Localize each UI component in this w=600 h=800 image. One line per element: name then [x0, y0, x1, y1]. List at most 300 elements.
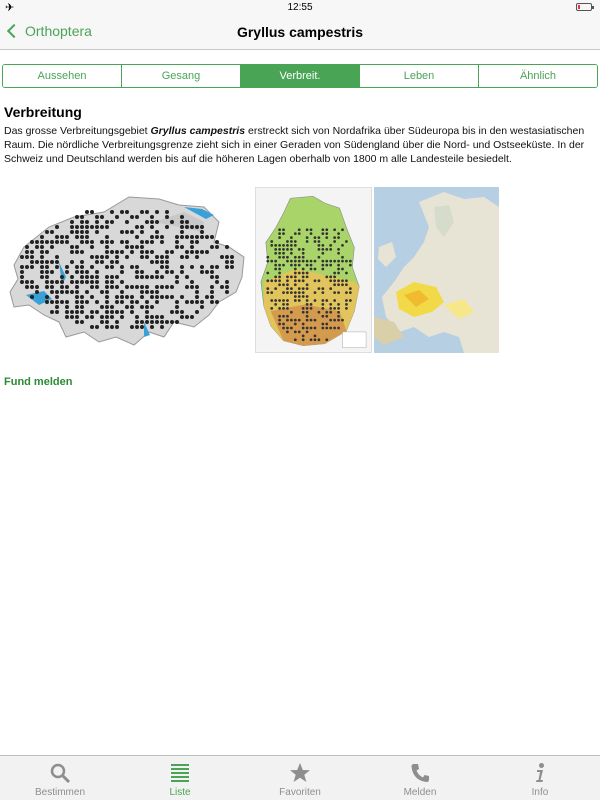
occurrence-dot	[306, 327, 309, 330]
occurrence-dot	[175, 275, 179, 279]
species-name: Gryllus campestris	[150, 125, 246, 137]
occurrence-dot	[310, 260, 313, 263]
occurrence-dot	[325, 232, 328, 235]
tab-liste[interactable]	[120, 756, 240, 800]
occurrence-dot	[150, 275, 154, 279]
occurrence-dot	[170, 220, 174, 224]
occurrence-dot	[337, 315, 340, 318]
occurrence-dot	[45, 240, 49, 244]
occurrence-dot	[140, 285, 144, 289]
occurrence-dot	[20, 255, 24, 259]
occurrence-dot	[150, 235, 154, 239]
occurrence-dot	[105, 295, 109, 299]
occurrence-dot	[310, 303, 313, 306]
occurrence-dot	[195, 310, 199, 314]
occurrence-dot	[100, 290, 104, 294]
occurrence-dot	[302, 287, 305, 290]
occurrence-dot	[306, 319, 309, 322]
occurrence-dot	[155, 220, 159, 224]
occurrence-dot	[337, 327, 340, 330]
occurrence-dot	[329, 244, 332, 247]
occurrence-dot	[30, 250, 34, 254]
occurrence-dot	[125, 255, 129, 259]
occurrence-dot	[298, 272, 301, 275]
status-bar	[0, 0, 600, 16]
status-time: 12:55	[287, 2, 313, 13]
occurrence-dot	[140, 230, 144, 234]
occurrence-dot	[274, 299, 277, 302]
occurrence-dot	[155, 270, 159, 274]
occurrence-dot	[25, 285, 29, 289]
occurrence-dot	[294, 338, 297, 341]
occurrence-dot	[45, 275, 49, 279]
occurrence-dot	[298, 295, 301, 298]
occurrence-dot	[302, 327, 305, 330]
occurrence-dot	[290, 240, 293, 243]
occurrence-dot	[90, 280, 94, 284]
occurrence-dot	[329, 279, 332, 282]
occurrence-dot	[333, 240, 336, 243]
occurrence-dot	[65, 300, 69, 304]
fund-melden-link[interactable]: Fund melden	[4, 376, 73, 388]
occurrence-dot	[290, 236, 293, 239]
occurrence-dot	[160, 315, 164, 319]
occurrence-dot	[85, 315, 89, 319]
occurrence-dot	[349, 299, 352, 302]
occurrence-dot	[185, 285, 189, 289]
occurrence-dot	[170, 310, 174, 314]
tab-bestimmen[interactable]	[0, 756, 120, 800]
occurrence-dot	[210, 285, 214, 289]
occurrence-dot	[294, 276, 297, 279]
occurrence-dot	[298, 287, 301, 290]
occurrence-dot	[329, 287, 332, 290]
occurrence-dot	[30, 240, 34, 244]
occurrence-dot	[306, 331, 309, 334]
occurrence-dot	[65, 235, 69, 239]
occurrence-dot	[270, 291, 273, 294]
occurrence-dot	[349, 287, 352, 290]
occurrence-dot	[230, 265, 234, 269]
occurrence-dot	[65, 285, 69, 289]
occurrence-dot	[345, 303, 348, 306]
occurrence-dot	[75, 320, 79, 324]
occurrence-dot	[165, 285, 169, 289]
occurrence-dot	[185, 235, 189, 239]
occurrence-dot	[306, 276, 309, 279]
occurrence-dot	[190, 265, 194, 269]
occurrence-dot	[266, 279, 269, 282]
tab-label: Bestimmen	[34, 787, 85, 798]
occurrence-dot	[318, 279, 321, 282]
occurrence-dot	[190, 315, 194, 319]
occurrence-dot	[150, 240, 154, 244]
occurrence-dot	[100, 320, 104, 324]
occurrence-dot	[306, 272, 309, 275]
occurrence-dot	[180, 295, 184, 299]
occurrence-dot	[278, 236, 281, 239]
occurrence-dot	[90, 275, 94, 279]
occurrence-dot	[105, 305, 109, 309]
occurrence-dot	[195, 235, 199, 239]
back-label: Orthoptera	[25, 23, 92, 39]
occurrence-dot	[302, 248, 305, 251]
occurrence-dot	[150, 320, 154, 324]
occurrence-dot	[333, 291, 336, 294]
occurrence-dot	[40, 265, 44, 269]
occurrence-dot	[120, 310, 124, 314]
occurrence-dot	[150, 250, 154, 254]
occurrence-dot	[274, 303, 277, 306]
occurrence-dot	[266, 260, 269, 263]
occurrence-dot	[145, 290, 149, 294]
occurrence-dot	[40, 250, 44, 254]
occurrence-dot	[80, 230, 84, 234]
occurrence-dot	[310, 327, 313, 330]
occurrence-dot	[333, 272, 336, 275]
tab-melden[interactable]	[360, 756, 480, 800]
occurrence-dot	[155, 255, 159, 259]
occurrence-dot	[90, 325, 94, 329]
phone-icon	[409, 762, 431, 784]
occurrence-dot	[302, 291, 305, 294]
occurrence-dot	[110, 285, 114, 289]
occurrence-dot	[100, 240, 104, 244]
occurrence-dot	[282, 232, 285, 235]
occurrence-dot	[294, 264, 297, 267]
occurrence-dot	[200, 270, 204, 274]
occurrence-dot	[105, 255, 109, 259]
occurrence-dot	[50, 285, 54, 289]
occurrence-dot	[282, 283, 285, 286]
occurrence-dot	[90, 285, 94, 289]
occurrence-dot	[325, 260, 328, 263]
occurrence-dot	[95, 270, 99, 274]
occurrence-dot	[341, 260, 344, 263]
occurrence-dot	[115, 250, 119, 254]
occurrence-dot	[321, 303, 324, 306]
occurrence-dot	[35, 285, 39, 289]
occurrence-dot	[115, 275, 119, 279]
occurrence-dot	[140, 295, 144, 299]
occurrence-dot	[140, 250, 144, 254]
occurrence-dot	[314, 260, 317, 263]
occurrence-dot	[195, 225, 199, 229]
occurrence-dot	[60, 300, 64, 304]
occurrence-dot	[105, 235, 109, 239]
occurrence-dot	[185, 275, 189, 279]
occurrence-dot	[205, 235, 209, 239]
occurrence-dot	[170, 270, 174, 274]
occurrence-dot	[130, 245, 134, 249]
occurrence-dot	[65, 305, 69, 309]
occurrence-dot	[95, 255, 99, 259]
occurrence-dot	[70, 315, 74, 319]
occurrence-dot	[180, 225, 184, 229]
occurrence-dot	[286, 276, 289, 279]
occurrence-dot	[294, 272, 297, 275]
occurrence-dot	[105, 315, 109, 319]
occurrence-dot	[210, 300, 214, 304]
occurrence-dot	[345, 307, 348, 310]
occurrence-dot	[45, 300, 49, 304]
star-icon	[289, 762, 311, 784]
occurrence-dot	[130, 295, 134, 299]
occurrence-dot	[105, 240, 109, 244]
occurrence-dot	[55, 290, 59, 294]
occurrence-dot	[302, 338, 305, 341]
occurrence-dot	[318, 256, 321, 259]
occurrence-dot	[120, 300, 124, 304]
occurrence-dot	[155, 285, 159, 289]
occurrence-dot	[190, 300, 194, 304]
occurrence-dot	[80, 265, 84, 269]
occurrence-dot	[40, 245, 44, 249]
occurrence-dot	[155, 320, 159, 324]
occurrence-dot	[200, 300, 204, 304]
occurrence-dot	[105, 280, 109, 284]
occurrence-dot	[125, 245, 129, 249]
occurrence-dot	[290, 252, 293, 255]
occurrence-dot	[306, 315, 309, 318]
occurrence-dot	[115, 300, 119, 304]
occurrence-dot	[341, 268, 344, 271]
occurrence-dot	[140, 245, 144, 249]
occurrence-dot	[70, 220, 74, 224]
occurrence-dot	[55, 300, 59, 304]
occurrence-dot	[298, 232, 301, 235]
occurrence-dot	[290, 264, 293, 267]
occurrence-dot	[200, 265, 204, 269]
occurrence-dot	[30, 295, 34, 299]
tab-favoriten[interactable]	[240, 756, 360, 800]
occurrence-dot	[321, 264, 324, 267]
occurrence-dot	[75, 295, 79, 299]
content-area	[4, 104, 596, 166]
occurrence-dot	[341, 256, 344, 259]
europe-map[interactable]	[374, 187, 499, 353]
occurrence-dot	[95, 225, 99, 229]
occurrence-dot	[215, 265, 219, 269]
occurrence-dot	[75, 300, 79, 304]
occurrence-dot	[70, 225, 74, 229]
occurrence-dot	[337, 291, 340, 294]
occurrence-dot	[225, 255, 229, 259]
occurrence-dot	[125, 285, 129, 289]
occurrence-dot	[270, 240, 273, 243]
occurrence-dot	[314, 268, 317, 271]
occurrence-dot	[210, 275, 214, 279]
occurrence-dot	[341, 283, 344, 286]
occurrence-dot	[120, 230, 124, 234]
occurrence-dot	[95, 215, 99, 219]
occurrence-dot	[135, 325, 139, 329]
occurrence-dot	[125, 230, 129, 234]
occurrence-dot	[135, 270, 139, 274]
occurrence-dot	[85, 220, 89, 224]
occurrence-dot	[65, 265, 69, 269]
segment-aussehen[interactable]: Aussehen	[3, 65, 122, 87]
occurrence-dot	[200, 230, 204, 234]
occurrence-dot	[120, 280, 124, 284]
segment-verbreitung[interactable]: Verbreit.	[241, 65, 360, 87]
occurrence-dot	[115, 255, 119, 259]
occurrence-dot	[30, 260, 34, 264]
occurrence-dot	[294, 268, 297, 271]
occurrence-dot	[205, 295, 209, 299]
occurrence-dot	[55, 235, 59, 239]
occurrence-dot	[321, 232, 324, 235]
occurrence-dot	[105, 250, 109, 254]
occurrence-dot	[278, 244, 281, 247]
occurrence-dot	[140, 225, 144, 229]
occurrence-dot	[130, 300, 134, 304]
occurrence-dot	[145, 300, 149, 304]
occurrence-dot	[100, 305, 104, 309]
occurrence-dot	[180, 310, 184, 314]
occurrence-dot	[165, 225, 169, 229]
occurrence-dot	[45, 250, 49, 254]
occurrence-dot	[175, 245, 179, 249]
occurrence-dot	[302, 256, 305, 259]
occurrence-dot	[321, 327, 324, 330]
occurrence-dot	[55, 255, 59, 259]
occurrence-dot	[40, 240, 44, 244]
segment-control	[2, 64, 598, 88]
germany-map[interactable]	[255, 187, 372, 353]
occurrence-dot	[215, 280, 219, 284]
occurrence-dot	[160, 325, 164, 329]
tab-info[interactable]	[480, 756, 600, 800]
occurrence-dot	[145, 320, 149, 324]
occurrence-dot	[200, 305, 204, 309]
occurrence-dot	[65, 290, 69, 294]
occurrence-dot	[110, 250, 114, 254]
occurrence-dot	[85, 280, 89, 284]
occurrence-dot	[220, 285, 224, 289]
occurrence-dot	[278, 272, 281, 275]
occurrence-dot	[75, 235, 79, 239]
occurrence-dot	[282, 252, 285, 255]
occurrence-dot	[110, 240, 114, 244]
occurrence-dot	[85, 275, 89, 279]
occurrence-dot	[205, 250, 209, 254]
occurrence-dot	[125, 240, 129, 244]
occurrence-dot	[333, 260, 336, 263]
page-title: Gryllus campestris	[236, 24, 364, 40]
occurrence-dot	[321, 260, 324, 263]
occurrence-dot	[321, 299, 324, 302]
occurrence-dot	[150, 295, 154, 299]
occurrence-dot	[80, 235, 84, 239]
occurrence-dot	[80, 305, 84, 309]
occurrence-dot	[140, 210, 144, 214]
occurrence-dot	[80, 250, 84, 254]
occurrence-dot	[266, 272, 269, 275]
occurrence-dot	[286, 256, 289, 259]
occurrence-dot	[110, 280, 114, 284]
occurrence-dot	[115, 325, 119, 329]
occurrence-dot	[306, 295, 309, 298]
occurrence-dot	[40, 260, 44, 264]
occurrence-dot	[150, 315, 154, 319]
occurrence-dot	[310, 264, 313, 267]
occurrence-dot	[210, 265, 214, 269]
occurrence-dot	[314, 319, 317, 322]
occurrence-dot	[70, 260, 74, 264]
occurrence-dot	[55, 225, 59, 229]
occurrence-dot	[302, 311, 305, 314]
occurrence-dot	[145, 285, 149, 289]
occurrence-dot	[302, 279, 305, 282]
occurrence-dot	[80, 310, 84, 314]
occurrence-dot	[294, 299, 297, 302]
occurrence-dot	[80, 215, 84, 219]
occurrence-dot	[337, 311, 340, 314]
occurrence-dot	[215, 240, 219, 244]
occurrence-dot	[75, 310, 79, 314]
occurrence-dot	[298, 319, 301, 322]
occurrence-dot	[290, 327, 293, 330]
occurrence-dot	[90, 310, 94, 314]
occurrence-dot	[294, 256, 297, 259]
occurrence-dot	[306, 236, 309, 239]
occurrence-dot	[45, 230, 49, 234]
occurrence-dot	[85, 270, 89, 274]
occurrence-dot	[294, 291, 297, 294]
occurrence-dot	[115, 285, 119, 289]
occurrence-dot	[75, 265, 79, 269]
occurrence-dot	[75, 290, 79, 294]
occurrence-dot	[75, 270, 79, 274]
occurrence-dot	[266, 256, 269, 259]
occurrence-dot	[140, 270, 144, 274]
occurrence-dot	[321, 248, 324, 251]
occurrence-dot	[274, 279, 277, 282]
occurrence-dot	[105, 325, 109, 329]
occurrence-dot	[290, 287, 293, 290]
occurrence-dot	[225, 265, 229, 269]
segment-gesang[interactable]: Gesang	[122, 65, 241, 87]
switzerland-map[interactable]	[4, 187, 250, 353]
occurrence-dot	[160, 235, 164, 239]
occurrence-dot	[165, 255, 169, 259]
occurrence-dot	[298, 264, 301, 267]
occurrence-dot	[294, 279, 297, 282]
occurrence-dot	[318, 240, 321, 243]
occurrence-dot	[266, 287, 269, 290]
occurrence-dot	[75, 225, 79, 229]
segment-aehnlich[interactable]: Ähnlich	[479, 65, 597, 87]
occurrence-dot	[345, 260, 348, 263]
occurrence-dot	[278, 315, 281, 318]
occurrence-dot	[35, 290, 39, 294]
occurrence-dot	[45, 295, 49, 299]
occurrence-dot	[329, 276, 332, 279]
section-heading: Verbreitung	[4, 104, 82, 120]
occurrence-dot	[115, 310, 119, 314]
occurrence-dot	[333, 276, 336, 279]
occurrence-dot	[190, 285, 194, 289]
occurrence-dot	[325, 276, 328, 279]
occurrence-dot	[110, 265, 114, 269]
occurrence-dot	[110, 220, 114, 224]
segment-leben[interactable]: Leben	[360, 65, 479, 87]
occurrence-dot	[95, 260, 99, 264]
occurrence-dot	[145, 255, 149, 259]
occurrence-dot	[200, 235, 204, 239]
occurrence-dot	[100, 255, 104, 259]
